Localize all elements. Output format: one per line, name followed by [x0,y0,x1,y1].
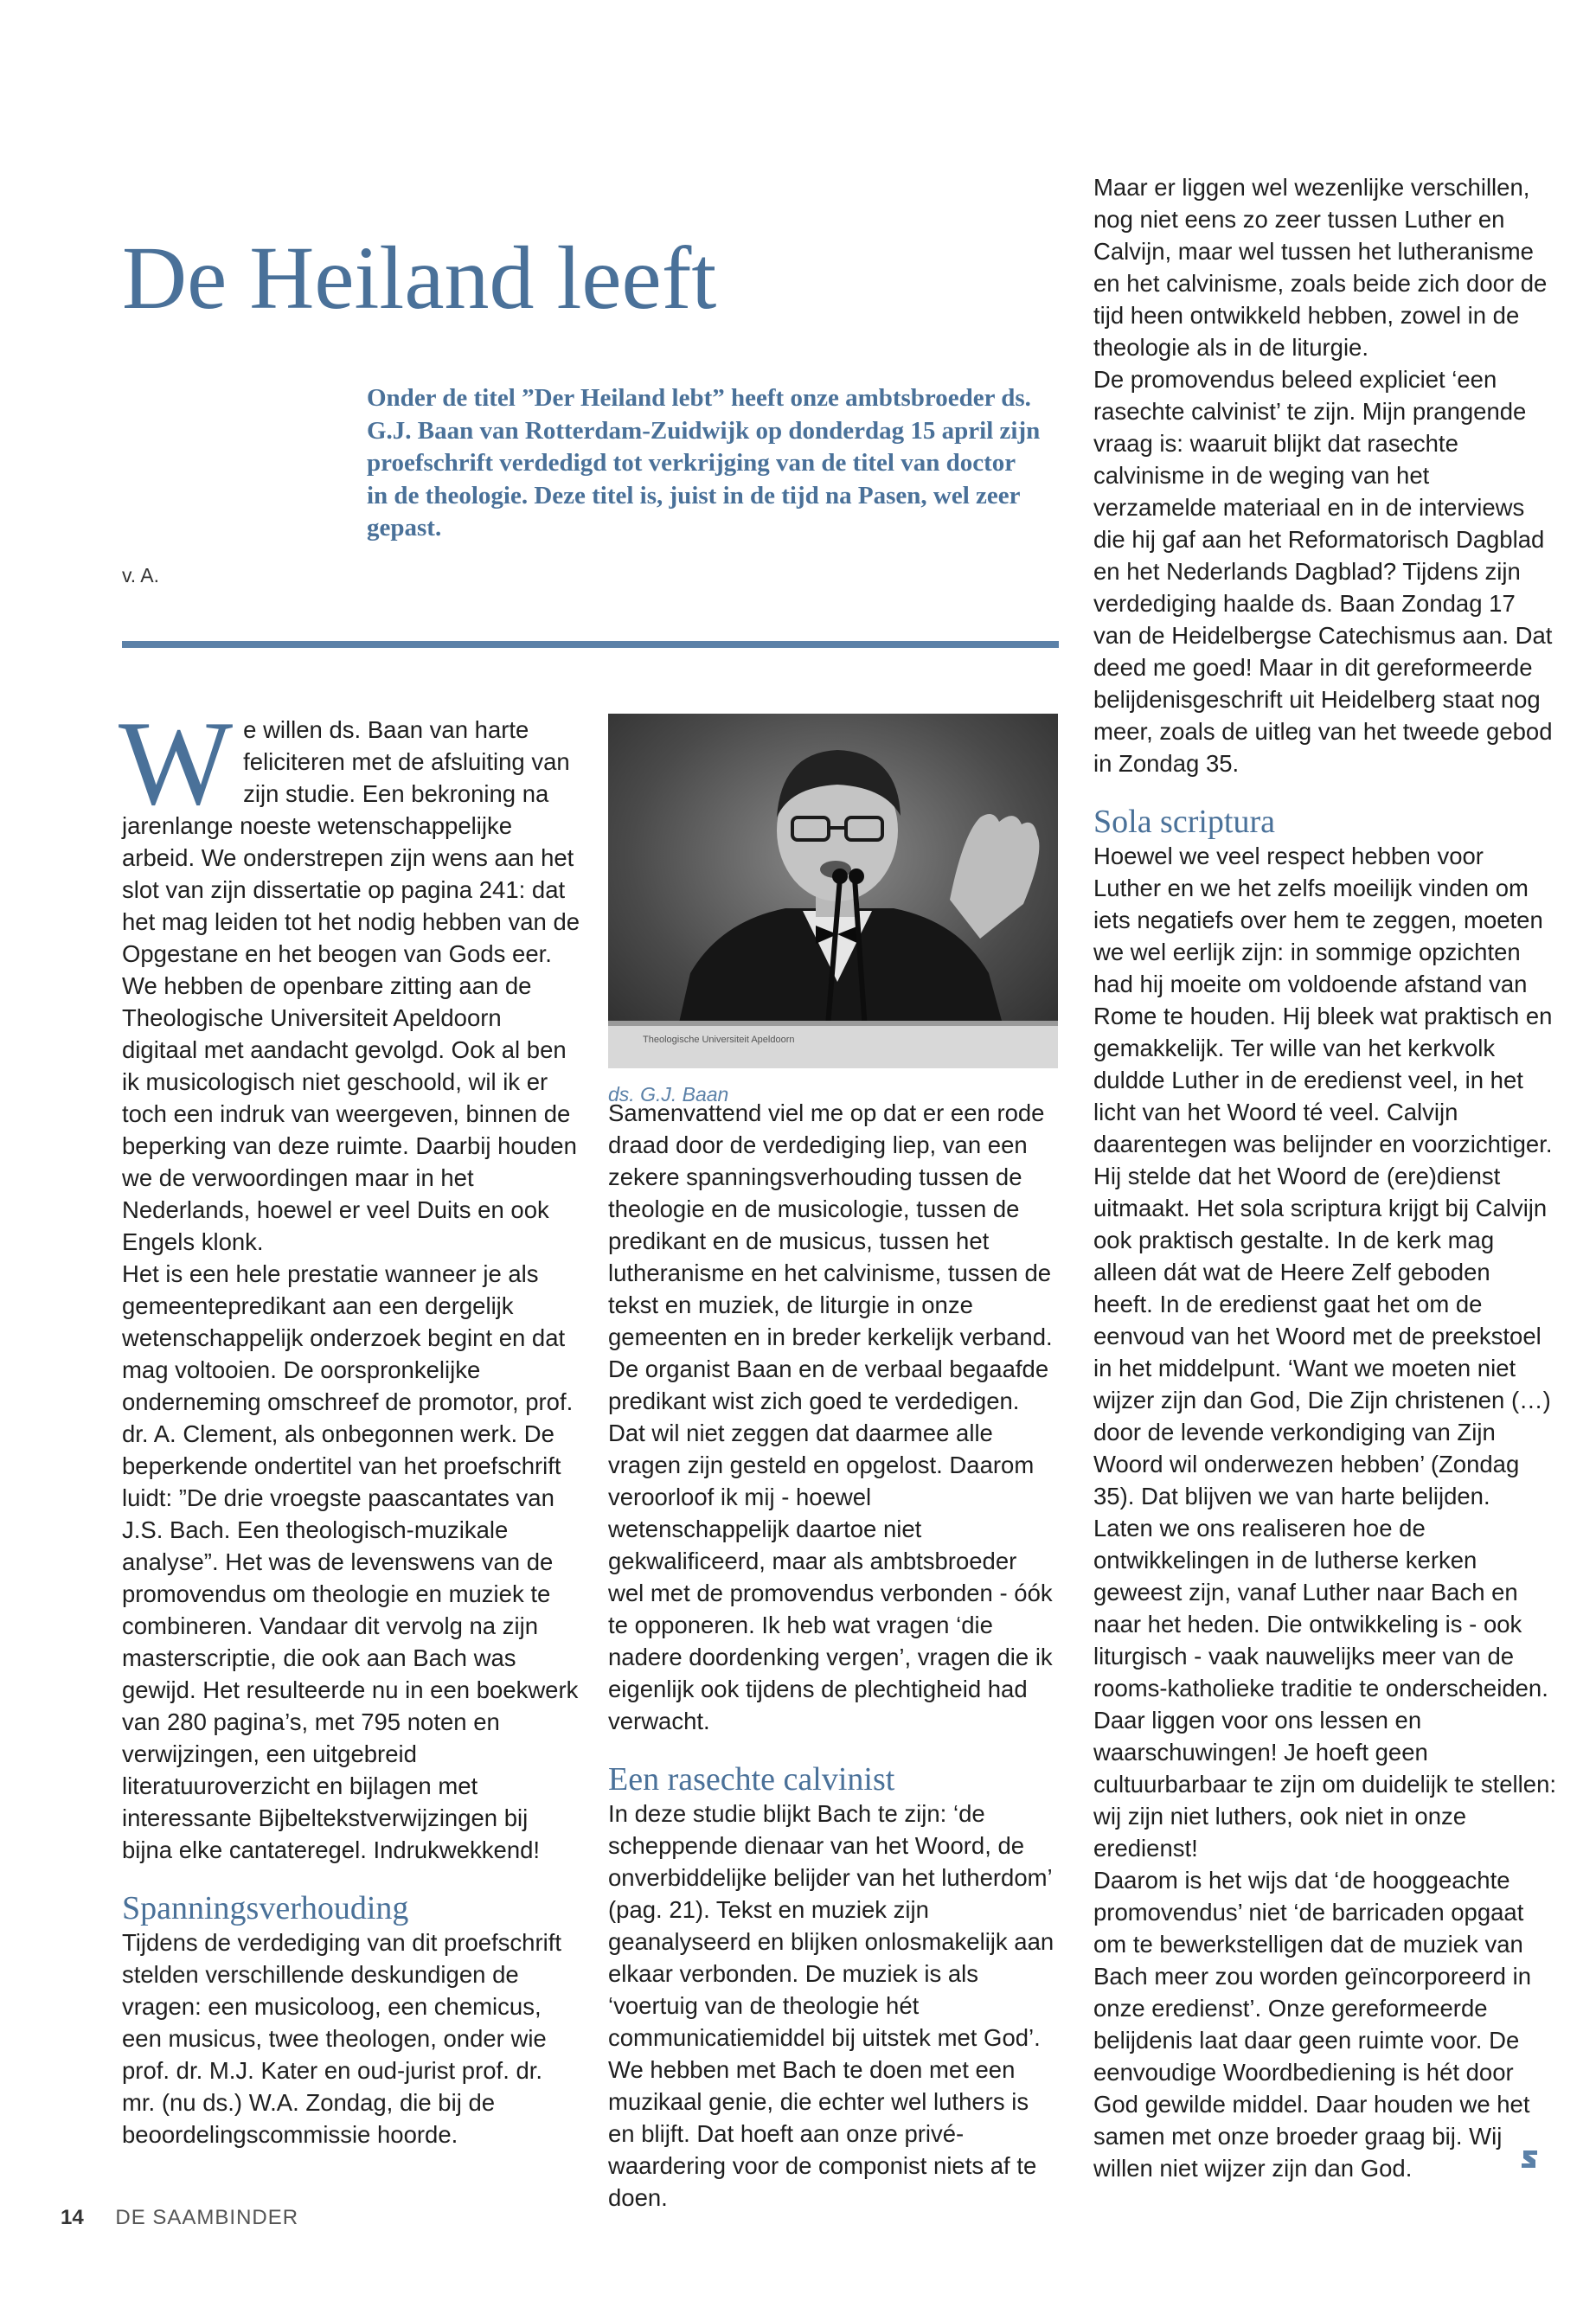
paragraph: Hoewel we veel respect hebben voor Luther en we het zelfs moeilijk vinden om iets negatiefs over hem te zeggen, moeten we wel eerlijk zijn: in sommige opzichten had hij moeite om voldoende afstand van Rome te houden. Hij bleek wat praktisch en gemakkelijk. Ter wille van het kerkvolk duldde Luther in de eredienst veel, in het licht van het Woord té veel. Calvijn daarentegen was belijnder en voorzichtiger. [1093,843,1553,1157]
paragraph: e willen ds. Baan van harte feliciteren met de afsluiting van zijn studie. Een bekroning na jarenlange noeste wetenschappelijke arbeid. We onderstrepen zijn wens aan het slot van zijn dissertatie op pagina 241: dat het mag leiden tot het nodig hebben van de Opgestane en het beogen van Gods eer. We hebben de openbare zitting aan de Theologische Universiteit Apeldoorn digitaal met aandacht gevolgd. Ook al ben ik musicologisch niet geschoold, wil ik er toch een indruk van weergeven, binnen de beperking van deze ruimte. Daarbij houden we de verwoordingen maar in het Nederlands, hoewel er veel Duits en ook Engels klonk. [122,716,580,1255]
paragraph: De promovendus beleed expliciet ‘een rasechte calvinist’ te zijn. Mijn prangende vraag is: waaruit blijkt dat rasechte calvinisme in de weging van het verzamelde materiaal en in de interviews die hij gaf aan het Reformatorisch Dagblad en het Nederlands Dagblad? Tijdens zijn verdediging haalde ds. Baan Zondag 17 van de Heidelbergse Catechismus aan. Dat deed me goed! Maar in dit gereformeerde belijdenisgeschrift uit Heidelberg staat nog meer, zoals de uitleg van het tweede gebod in Zondag 35. [1093,366,1553,777]
end-mark-icon [1518,2148,1541,2170]
article-title: De Heiland leeft [122,228,717,328]
paragraph: Hij stelde dat het Woord de (ere)dienst uitmaakt. Het sola scriptura krijgt bij Calvijn ook praktisch gestalte. In de kerk mag alleen dát wat de Heere Zelf geboden heeft. In de eredienst gaat het om de eenvoud van het Woord met de preekstoel in het middelpunt. ‘Want we moeten niet wijzer zijn dan God, Die Zijn christenen (…) door de levende verkondiging van Zijn Woord wil onderwezen hebben’ (Zondag 35). Dat blijven we van harte belijden. [1093,1163,1551,1509]
photo-caption: ds. G.J. Baan [608,1083,729,1106]
subheading-spanningsverhouding: Spanningsverhouding [122,1890,409,1926]
paragraph: Het is een hele prestatie wanneer je als gemeentepredikant aan een dergelijk wetenschappelijk onderzoek begint en dat mag voltooien. De oorspronkelijke onderneming omschreef de promotor, prof. dr. A. Clement, als onbegonnen werk. De beperkende ondertitel van het proefschrift luidt: ”De drie vroegste paascantates van J.S. Bach. Een theologisch-muzikale analyse”. Het was de levenswens van de promovendus om theologie en muziek te combineren. Vandaar dit vervolg na zijn masterscriptie, die ook aan Bach was gewijd. Het resulteerde nu in een boekwerk van 280 pagina’s, met 795 noten en verwijzingen, een uitgebreid literatuuroverzicht en bijlagen met interessante Bijbeltekstverwijzingen bij bijna elke cantateregel. Indrukwekkend! [122,1260,579,1863]
paragraph: De organist Baan en de verbaal begaafde predikant wist zich goed te verdedigen. Dat wil niet zeggen dat daarmee alle vragen zijn gesteld en opgelost. Daarom veroorloof ik mij - hoewel wetenschappelijk daartoe niet gekwalificeerd, maar als ambtsbroeder wel met de promovendus verbonden - óók te opponeren. Ik heb wat vragen ‘die nadere doordenking vergen’, vragen die ik eigenlijk ook tijdens de plechtigheid had verwacht. [608,1356,1053,1734]
article-lead: Onder de titel ”Der Heiland lebt” heeft onze ambtsbroeder ds. G.J. Baan van Rotterdam-Zuidwijk op donderdag 15 april zijn proefschrift verdedigd tot verkrijging van de titel van doctor in de theologie. Deze titel is, juist in de tijd na Pasen, wel zeer gepast. [367,384,1041,542]
paragraph: Laten we ons realiseren hoe de ontwikkelingen in de lutherse kerken geweest zijn, vanaf Luther naar Bach en naar het heden. Die ontwikkeling is - ook liturgisch - vaak nauwelijks meer van de rooms-katholieke traditie te onderscheiden. Daar liggen voor ons lessen en waarschuwingen! Je hoeft geen cultuurbarbaar te zijn om duidelijk te stellen: wij zijn niet luthers, ook niet in onze eredienst! [1093,1515,1557,1862]
portrait-photo [608,714,1058,1068]
subheading-sola-scriptura: Sola scriptura [1093,804,1276,840]
magazine-name: DE SAAMBINDER [115,2206,299,2229]
column-3 [1093,171,1556,2184]
paragraph: Maar er liggen wel wezenlijke verschillen, nog niet eens zo zeer tussen Luther en Calvijn, maar wel tussen het lutheranisme en het calvinisme, zoals beide zich door de tijd heen ontwikkeld hebben, zowel in de theologie als in de liturgie. [1093,174,1548,361]
page-number: 14 [61,2206,84,2229]
column-1 [119,696,580,2150]
drop-cap: W [119,696,234,830]
header-rule [122,641,1059,648]
column-2 [608,1097,1058,2214]
paragraph: Tijdens de verdediging van dit proefschrift stelden verschillende deskundigen de vragen: een musicoloog, een chemicus, een musicus, twee theologen, onder wie prof. dr. M.J. Kater en oud-jurist prof. dr. mr. (nu ds.) W.A. Zondag, die bij de beoordelingscommissie hoorde. [122,1929,562,2148]
paragraph: Samenvattend viel me op dat er een rode draad door de verdediging liep, van een zekere spanningsverhouding tussen de theologie en de musicologie, tussen de predikant en de musicus, tussen het lutheranisme en het calvinisme, tussen de tekst en muziek, de liturgie in onze gemeenten en in breder kerkelijk verband. [608,1099,1053,1350]
author-initials: v. A. [122,564,160,586]
subheading-rasechte-calvinist: Een rasechte calvinist [608,1761,895,1798]
paragraph: Daarom is het wijs dat ‘de hooggeachte promovendus’ niet ‘de barricaden opgaat om te bewerkstelligen dat de muziek van Bach meer zou worden geïncorporeerd in onze eredienst’. Onze gereformeerde belijdenis laat daar geen ruimte voor. De eenvoudige Woordbediening is hét door God gewilde middel. Daar houden we het samen met onze broeder graag bij. Wij willen niet wijzer zijn dan God. [1093,1867,1531,2182]
lectern-text: Theologische Universiteit Apeldoorn [643,1035,795,1045]
paragraph: In deze studie blijkt Bach te zijn: ‘de scheppende dienaar van het Woord, de onverbiddelijke belijder van het lutherdom’ (pag. 21). Tekst en muziek zijn geanalyseerd en blijken onlosmakelijk aan elkaar verbonden. De muziek is als ‘voertuig van de theologie hét communicatiemiddel bij uitstek met God’. We hebben met Bach te doen met een muzikaal genie, die echter wel luthers is en blijft. Dat hoeft aan onze privé-waardering voor de componist niets af te doen. [608,1800,1054,2211]
page-footer [61,2205,298,2231]
